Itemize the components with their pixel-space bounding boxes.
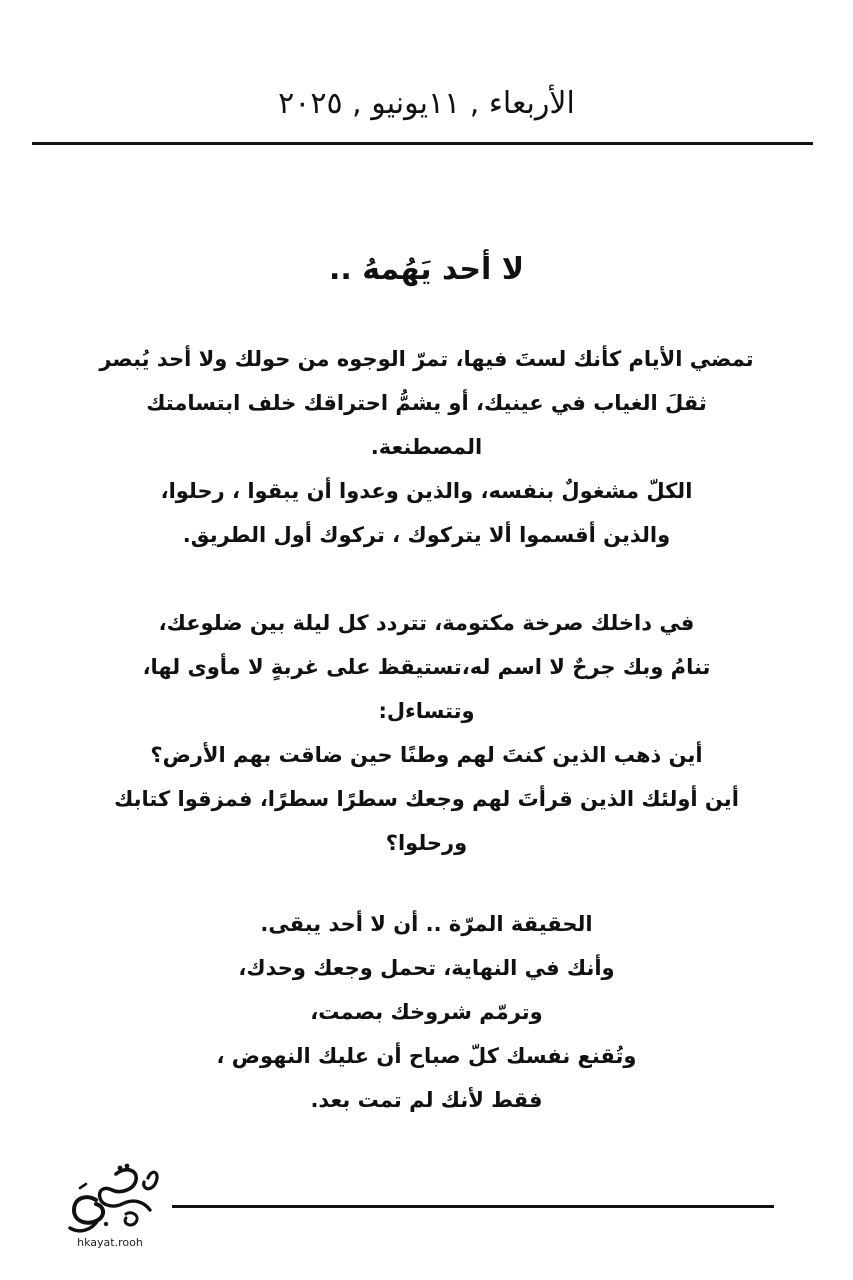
text-line: وترمّم شروخك بصمت، — [310, 1000, 543, 1024]
paragraph-3 — [70, 902, 783, 1122]
page-title: لا أحد يَهُمهُ .. — [328, 252, 525, 287]
text-line: فقط لأنك لم تمت بعد. — [310, 1088, 543, 1112]
bottom-divider — [172, 1205, 774, 1208]
signature-calligraphy-icon — [56, 1160, 166, 1240]
top-divider — [32, 142, 813, 145]
text-line: الكلّ مشغولٌ بنفسه، والذين وعدوا أن يبقوا ، رحلوا، — [160, 479, 693, 503]
text-line: المصطنعة. — [370, 435, 483, 459]
text-line: أين ذهب الذين كنتَ لهم وطنًا حين ضاقت بهم الأرض؟ — [150, 743, 703, 767]
text-line: وأنك في النهاية، تحمل وجعك وحدك، — [238, 956, 615, 980]
text-line: تمضي الأيام كأنك لستَ فيها، تمرّ الوجوه من حولك ولا أحد يُبصر — [99, 347, 754, 371]
text-line: وتتساءل: — [378, 699, 475, 723]
text-line: تنامُ وبك جرحٌ لا اسم له،تستيقظ على غربةٍ لا مأوى لها، — [142, 655, 711, 679]
paragraph-1 — [70, 337, 783, 557]
paragraph-2 — [70, 601, 783, 865]
text-line: الحقيقة المرّة .. أن لا أحد يبقى. — [260, 912, 593, 936]
text-line: ورحلوا؟ — [385, 831, 468, 855]
text-line: أين أولئك الذين قرأتَ لهم وجعك سطرًا سطرًا، فمزقوا كتابك — [114, 787, 739, 811]
date-header: الأربعاء , ١١يونيو , ٢٠٢٥ — [278, 86, 575, 121]
text-line: في داخلك صرخة مكتومة، تتردد كل ليلة بين ضلوعك، — [158, 611, 695, 635]
text-line: والذين أقسموا ألا يتركوك ، تركوك أول الطريق. — [182, 523, 671, 547]
author-handle: hkayat.rooh — [77, 1236, 143, 1249]
text-line: وتُقنع نفسك كلّ صباح أن عليك النهوض ، — [216, 1044, 637, 1068]
text-line: ثقلَ الغياب في عينيك، أو يشمُّ احتراقك خلف ابتسامتك — [146, 391, 707, 415]
